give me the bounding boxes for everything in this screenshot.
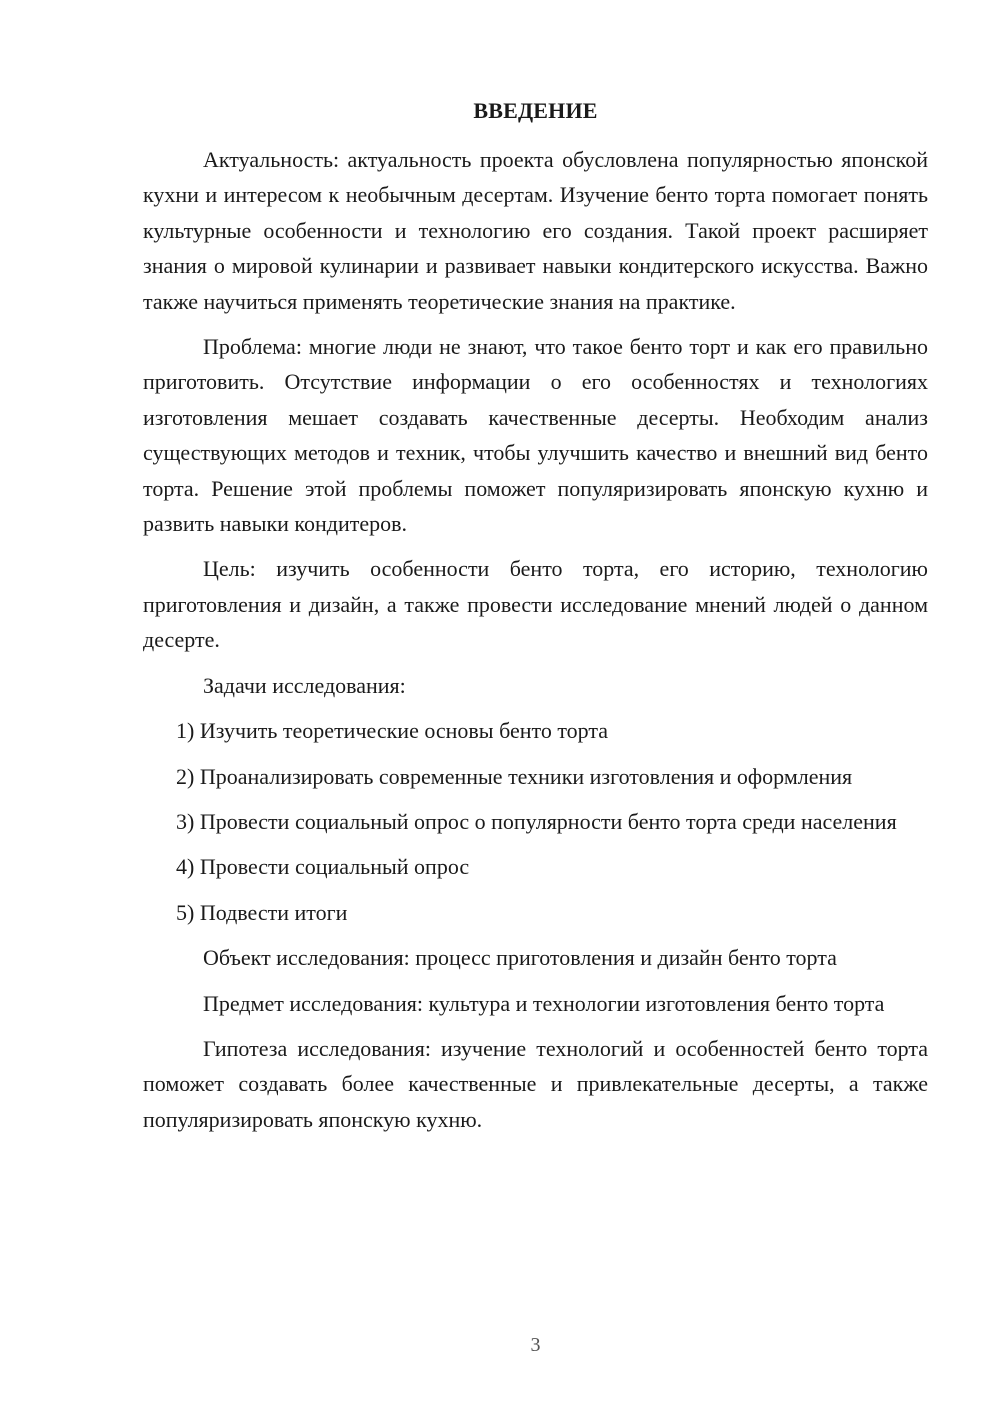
paragraph-object: Объект исследования: процесс приготовления и дизайн бенто торта bbox=[203, 945, 837, 971]
task-item-4: 4) Провести социальный опрос bbox=[176, 854, 470, 880]
paragraph-hypothesis: Гипотеза исследования: изучение технологий и особенностей бенто торта поможет создавать более качественные и привлекательные десерты, а также популяризировать японскую кухню. bbox=[143, 1035, 928, 1132]
task-item-5: 5) Подвести итоги bbox=[176, 899, 348, 925]
document-page bbox=[143, 0, 928, 1414]
paragraph-problem: Проблема: многие люди не знают, что такое бенто торт и как его правильно приготовить. Отсутствие информации о его особенностях и технологиях изготовления мешает создавать качественные десерты. Необходим анализ существующих методов и техник, чтобы улучшить качество и внешний вид бенто торта. Решение этой проблемы поможет популяризировать японскую кухню и развить навыки кондитеров. bbox=[143, 334, 928, 537]
paragraph-relevance: Актуальность: актуальность проекта обусловлена популярностью японской кухни и интересом к необычным десертам. Изучение бенто торта помогает понять культурные особенности и технологию его создания. Такой проект расширяет знания о мировой кулинарии и развивает навыки кондитерского искусства. Важно также научиться применять теоретические знания на практике. bbox=[143, 147, 928, 314]
task-item-2: 2) Проанализировать современные техники изготовления и оформления bbox=[176, 763, 853, 789]
task-item-3: 3) Провести социальный опрос о популярности бенто торта среди населения bbox=[176, 808, 897, 834]
document-body bbox=[143, 142, 928, 1147]
section-title: ВВЕДЕНИЕ bbox=[473, 98, 598, 123]
task-item-1: 1) Изучить теоретические основы бенто торта bbox=[176, 718, 609, 744]
paragraph-goal: Цель: изучить особенности бенто торта, его историю, технологию приготовления и дизайн, а также провести исследование мнений людей о данном десерте. bbox=[143, 556, 928, 653]
paragraph-subject: Предмет исследования: культура и технологии изготовления бенто торта bbox=[203, 990, 885, 1016]
page-number: 3 bbox=[530, 1334, 541, 1356]
paragraph-tasks-heading: Задачи исследования: bbox=[203, 672, 406, 698]
